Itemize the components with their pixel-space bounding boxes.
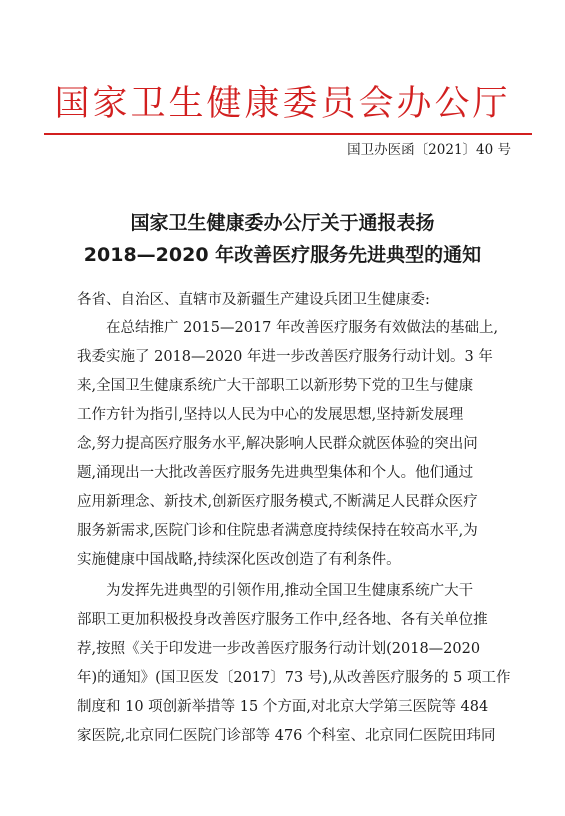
document-number: 国卫办医函〔2021〕40 号 — [347, 142, 511, 158]
paragraph-line: 年)的通知》(国卫医发〔2017〕73 号),从改善医疗服务的 5 项工作 — [77, 670, 511, 686]
paragraph-line: 为发挥先进典型的引领作用,推动全国卫生健康系统广大干 — [106, 583, 474, 599]
paragraph-line: 实施健康中国战略,持续深化医改创造了有利条件。 — [77, 552, 401, 568]
paragraph-line: 念,努力提高医疗服务水平,解决影响人民群众就医体验的突出问 — [77, 436, 478, 452]
paragraph-line: 部职工更加积极投身改善医疗服务工作中,经各地、各有关单位推 — [77, 612, 488, 628]
paragraph-line: 家医院,北京同仁医院门诊部等 476 个科室、北京同仁医院田玮同 — [77, 728, 496, 744]
paragraph-line: 应用新理念、新技术,创新医疗服务模式,不断满足人民群众医疗 — [77, 494, 478, 510]
red-header-rule — [44, 133, 532, 135]
paragraph-line: 来,全国卫生健康系统广大干部职工以新形势下党的卫生与健康 — [77, 378, 474, 394]
issuing-organization-header: 国家卫生健康委员会办公厅 — [54, 84, 511, 124]
paragraph-line: 题,涌现出一大批改善医疗服务先进典型集体和个人。他们通过 — [77, 465, 474, 481]
document-title-line-1: 国家卫生健康委办公厅关于通报表扬 — [130, 212, 435, 234]
paragraph-line: 工作方针为指引,坚持以人民为中心的发展思想,坚持新发展理 — [77, 407, 464, 423]
salutation: 各省、自治区、直辖市及新疆生产建设兵团卫生健康委: — [77, 292, 430, 308]
paragraph-line: 服务新需求,医院门诊和住院患者满意度持续保持在较高水平,为 — [77, 523, 478, 539]
paragraph-line: 在总结推广 2015—2017 年改善医疗服务有效做法的基础上, — [106, 320, 499, 336]
paragraph-line: 我委实施了 2018—2020 年进一步改善医疗服务行动计划。3 年 — [77, 349, 493, 365]
document-title-line-2: 2018—2020 年改善医疗服务先进典型的通知 — [83, 244, 482, 266]
paragraph-line: 制度和 10 项创新举措等 15 个方面,对北京大学第三医院等 484 — [77, 699, 489, 715]
paragraph-line: 荐,按照《关于印发进一步改善医疗服务行动计划(2018—2020 — [77, 641, 481, 657]
